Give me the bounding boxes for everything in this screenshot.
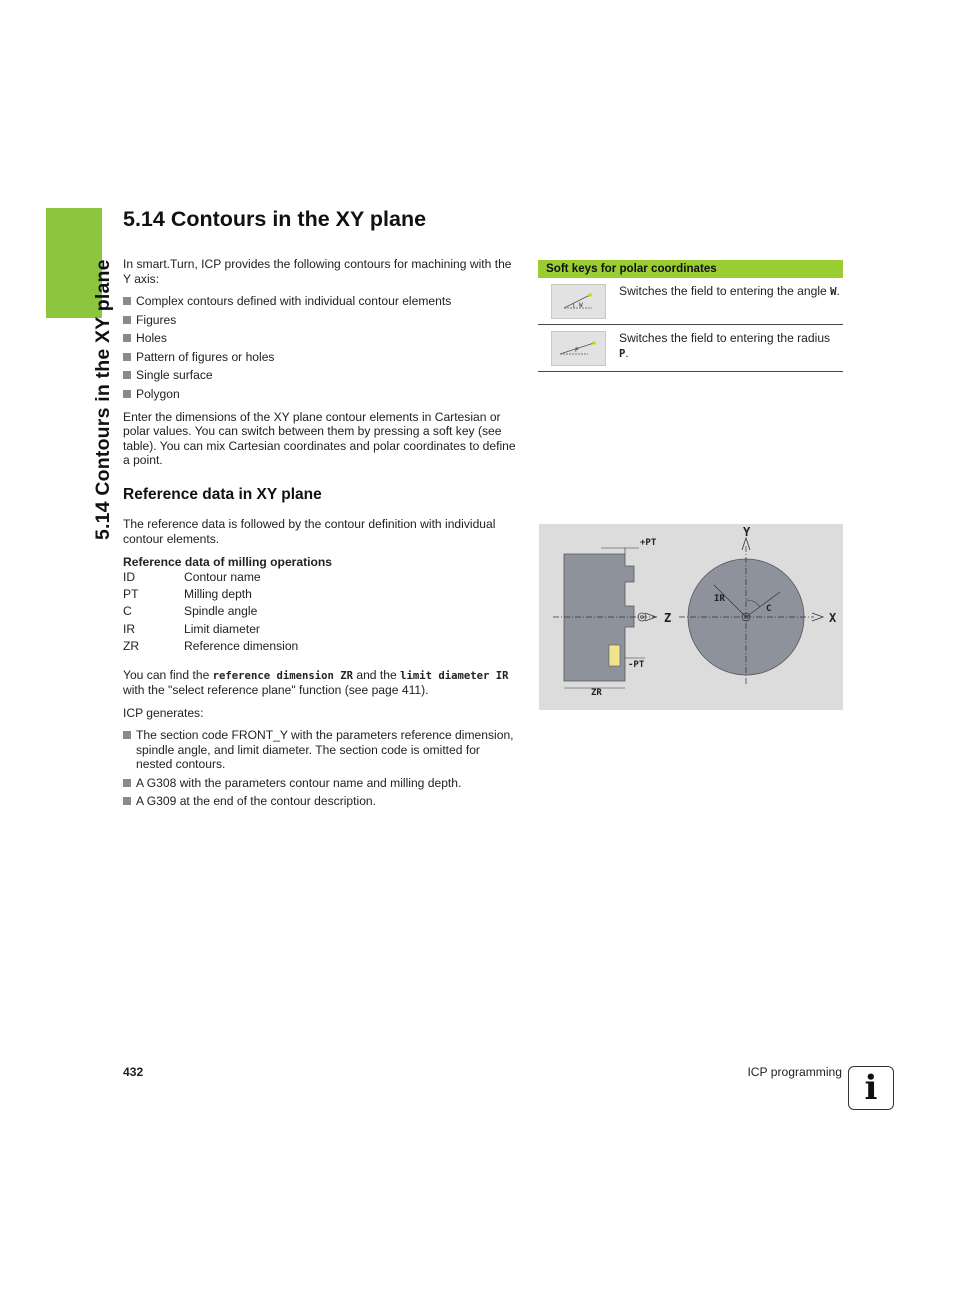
param-key: PT bbox=[123, 586, 139, 601]
softkey-row bbox=[538, 325, 843, 372]
list-item: The section code FRONT_Y with the parameters reference dimension, spindle angle, and limit diameter. The section code is omitted for nested contours. bbox=[123, 728, 519, 772]
param-value: Limit diameter bbox=[184, 621, 260, 636]
section-subheading: Reference data in XY plane bbox=[123, 485, 322, 503]
left-column bbox=[123, 257, 519, 813]
softkey-row bbox=[538, 278, 843, 325]
find-text-part: You can find the bbox=[123, 667, 213, 682]
label-x: X bbox=[829, 611, 837, 625]
page-number: 432 bbox=[123, 1065, 144, 1079]
side-title: 5.14 Contours in the XY plane bbox=[92, 259, 114, 540]
param-value: Reference dimension bbox=[184, 639, 299, 654]
generated-items-list bbox=[123, 728, 519, 809]
milling-heading: Reference data of milling operations bbox=[123, 555, 332, 570]
label-y: Y bbox=[743, 525, 751, 539]
list-item: Complex contours defined with individual contour elements bbox=[123, 294, 519, 309]
find-text-part: with the "select reference plane" function (see page 411). bbox=[123, 683, 429, 698]
svg-text:W: W bbox=[579, 301, 583, 309]
table-row bbox=[123, 570, 298, 587]
list-item: Pattern of figures or holes bbox=[123, 350, 519, 365]
softkey-description bbox=[619, 278, 843, 324]
polar-angle-icon[interactable] bbox=[551, 284, 606, 319]
list-item: Holes bbox=[123, 331, 519, 346]
list-item: Polygon bbox=[123, 387, 519, 402]
softkey-text: Switches the field to entering the angle bbox=[619, 284, 831, 298]
softkey-code: W bbox=[830, 286, 837, 298]
label-c: C bbox=[766, 604, 772, 614]
softkey-text: Switches the field to entering the radius bbox=[619, 331, 831, 345]
reference-intro: The reference data is followed by the contour definition with individual contour elements. bbox=[123, 517, 496, 546]
code-limit-diameter: limit diameter IR bbox=[400, 669, 509, 682]
find-text bbox=[123, 668, 519, 698]
table-row bbox=[123, 639, 298, 656]
polar-radius-icon[interactable] bbox=[551, 331, 606, 366]
find-text-part: and the bbox=[353, 667, 401, 682]
parameter-table bbox=[123, 570, 298, 657]
softkey-description bbox=[619, 325, 843, 371]
label-plus-pt: +PT bbox=[640, 538, 657, 548]
param-value: Contour name bbox=[184, 569, 261, 584]
label-minus-pt: -PT bbox=[628, 660, 645, 670]
info-glyph: i bbox=[864, 1068, 878, 1108]
contour-types-list bbox=[123, 294, 519, 401]
table-row bbox=[123, 622, 298, 639]
label-ir: IR bbox=[714, 594, 725, 604]
softkey-text-end: . bbox=[836, 284, 840, 298]
param-value: Spindle angle bbox=[184, 604, 258, 619]
list-item: A G308 with the parameters contour name and milling depth. bbox=[123, 776, 519, 791]
param-key: ID bbox=[123, 569, 136, 584]
table-row bbox=[123, 587, 298, 604]
list-item: Single surface bbox=[123, 368, 519, 383]
param-key: C bbox=[123, 604, 132, 619]
softkey-code: P bbox=[619, 347, 626, 360]
icp-generates: ICP generates: bbox=[123, 705, 204, 720]
chapter-label: ICP programming bbox=[747, 1065, 842, 1079]
softkey-text-end: . bbox=[625, 345, 629, 360]
dimensions-text: Enter the dimensions of the XY plane contour elements in Cartesian or polar values. You can switch between them by pressing a soft key (see table). You can mix Cartesian coordinates and polar coordinates to define a point. bbox=[123, 409, 516, 468]
svg-text:P: P bbox=[575, 346, 579, 354]
intro-text: In smart.Turn, ICP provides the following contours for machining with the Y axis: bbox=[123, 257, 512, 286]
softkey-table-header: Soft keys for polar coordinates bbox=[538, 260, 843, 278]
info-icon bbox=[848, 1066, 894, 1110]
softkey-table bbox=[538, 260, 843, 372]
list-item: A G309 at the end of the contour description. bbox=[123, 794, 519, 809]
table-row bbox=[123, 604, 298, 621]
code-reference-dimension: reference dimension ZR bbox=[212, 669, 353, 682]
label-zr: ZR bbox=[591, 688, 602, 698]
softkey-icon-cell bbox=[538, 325, 619, 371]
list-item: Figures bbox=[123, 313, 519, 328]
param-key: IR bbox=[123, 621, 136, 636]
page-title: 5.14 Contours in the XY plane bbox=[123, 207, 427, 231]
reference-diagram bbox=[539, 524, 843, 710]
softkey-icon-cell bbox=[538, 278, 619, 324]
param-value: Milling depth bbox=[184, 586, 252, 601]
param-key: ZR bbox=[123, 639, 140, 654]
label-z: Z bbox=[664, 611, 672, 625]
